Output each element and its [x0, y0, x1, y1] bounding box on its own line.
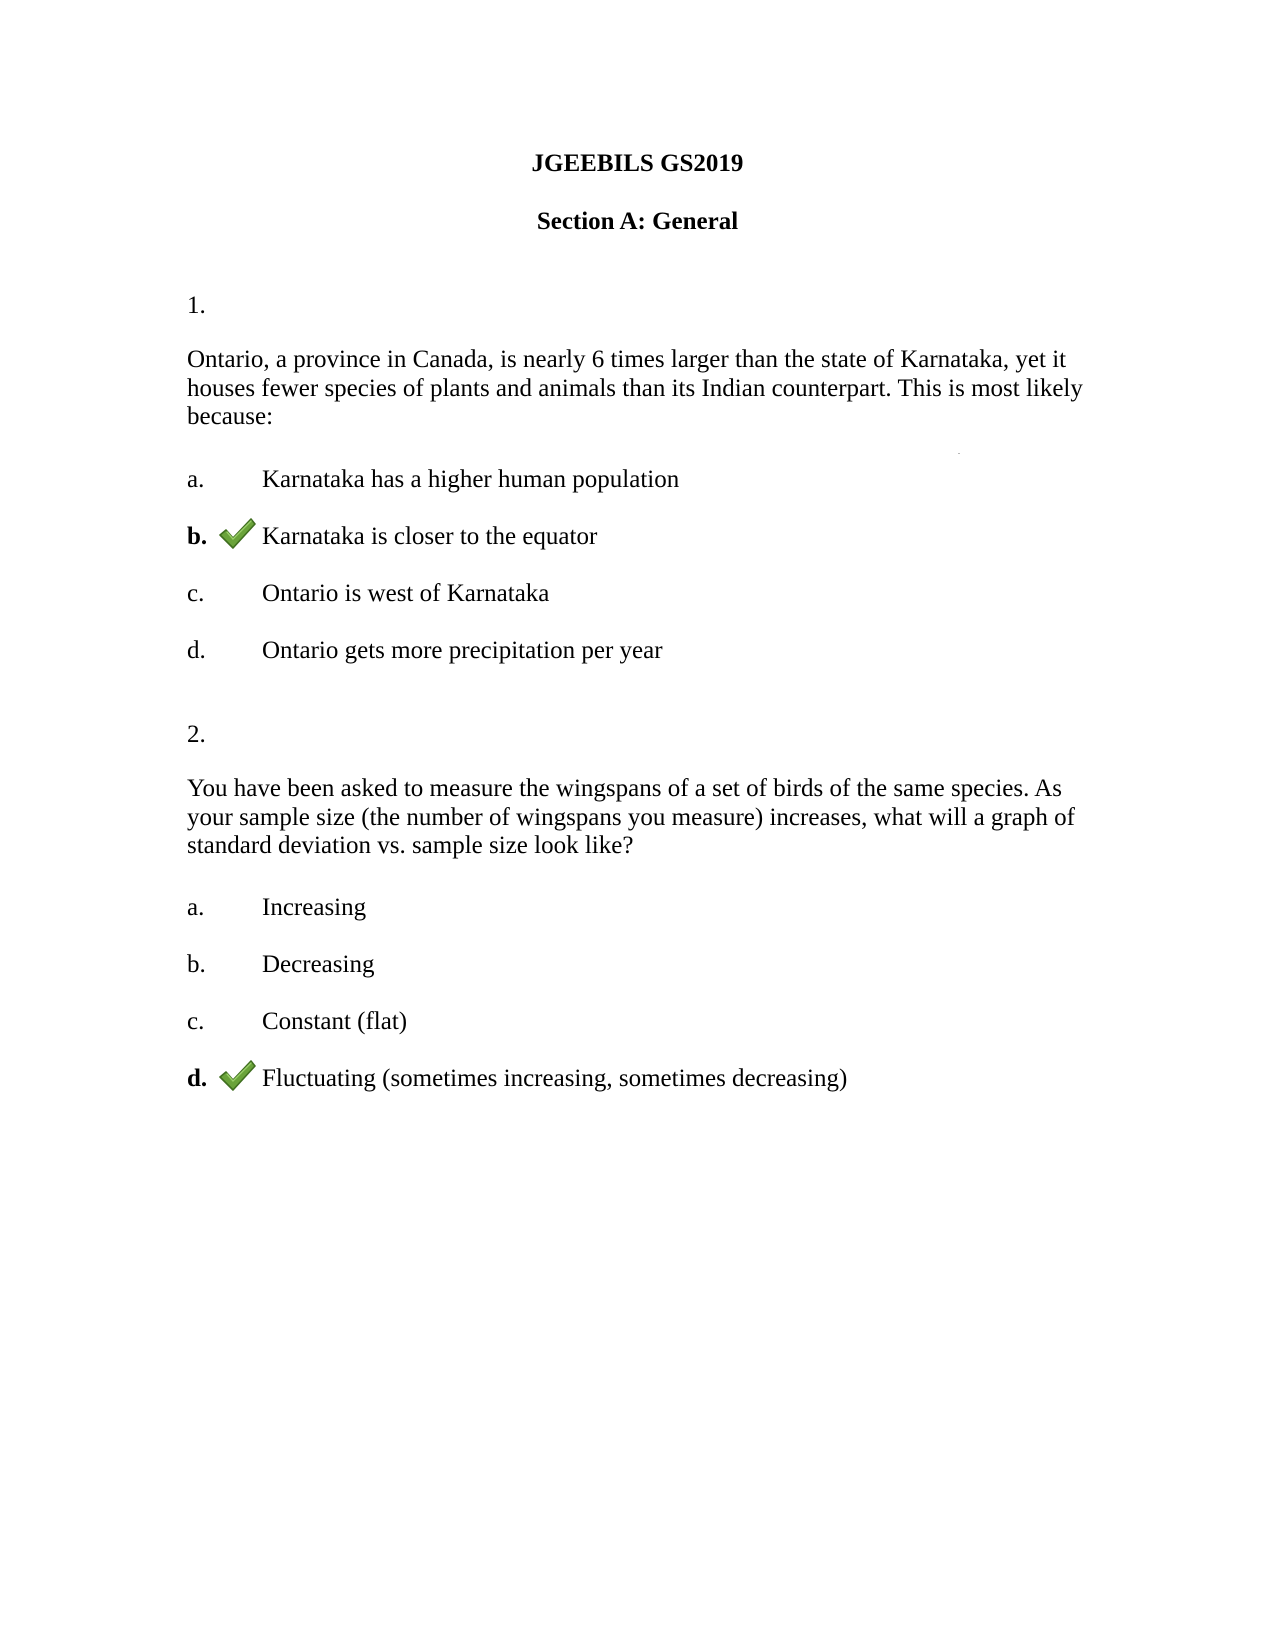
question-2-stem: You have been asked to measure the wingspans of a set of birds of the same species. As your sample size (the number of wingspans you measure) increases, what will a graph of standard deviation vs. sample size look like? [187, 775, 1075, 859]
option-text: Karnataka has a higher human population [262, 466, 680, 493]
scan-speck [958, 453, 960, 454]
option-text: Fluctuating (sometimes increasing, sometimes decreasing) [262, 1065, 848, 1092]
option-letter: b. [187, 523, 208, 550]
option-text: Ontario is west of Karnataka [262, 580, 550, 607]
option-text: Karnataka is closer to the equator [262, 523, 598, 550]
option-letter: d. [187, 637, 206, 664]
option-letter: a. [187, 466, 205, 493]
option-letter: b. [187, 951, 206, 978]
document-title: JGEEBILS GS2019 [531, 150, 744, 177]
question-1-stem: Ontario, a province in Canada, is nearly 6 times larger than the state of Karnataka, yet it houses fewer species of plants and animals than its Indian counterpart. This is most likely because: [187, 346, 1083, 430]
option-letter: d. [187, 1065, 208, 1092]
option-text: Constant (flat) [262, 1008, 408, 1035]
option-text: Increasing [262, 894, 367, 921]
section-title: Section A: General [536, 208, 739, 235]
option-text: Decreasing [262, 951, 375, 978]
option-letter: c. [187, 580, 205, 607]
checkmark-icon [217, 516, 257, 552]
checkmark-icon [217, 1058, 257, 1094]
option-letter: a. [187, 894, 205, 921]
question-2-number: 2. [187, 721, 206, 748]
question-1-number: 1. [187, 292, 206, 319]
option-text: Ontario gets more precipitation per year [262, 637, 663, 664]
option-letter: c. [187, 1008, 205, 1035]
